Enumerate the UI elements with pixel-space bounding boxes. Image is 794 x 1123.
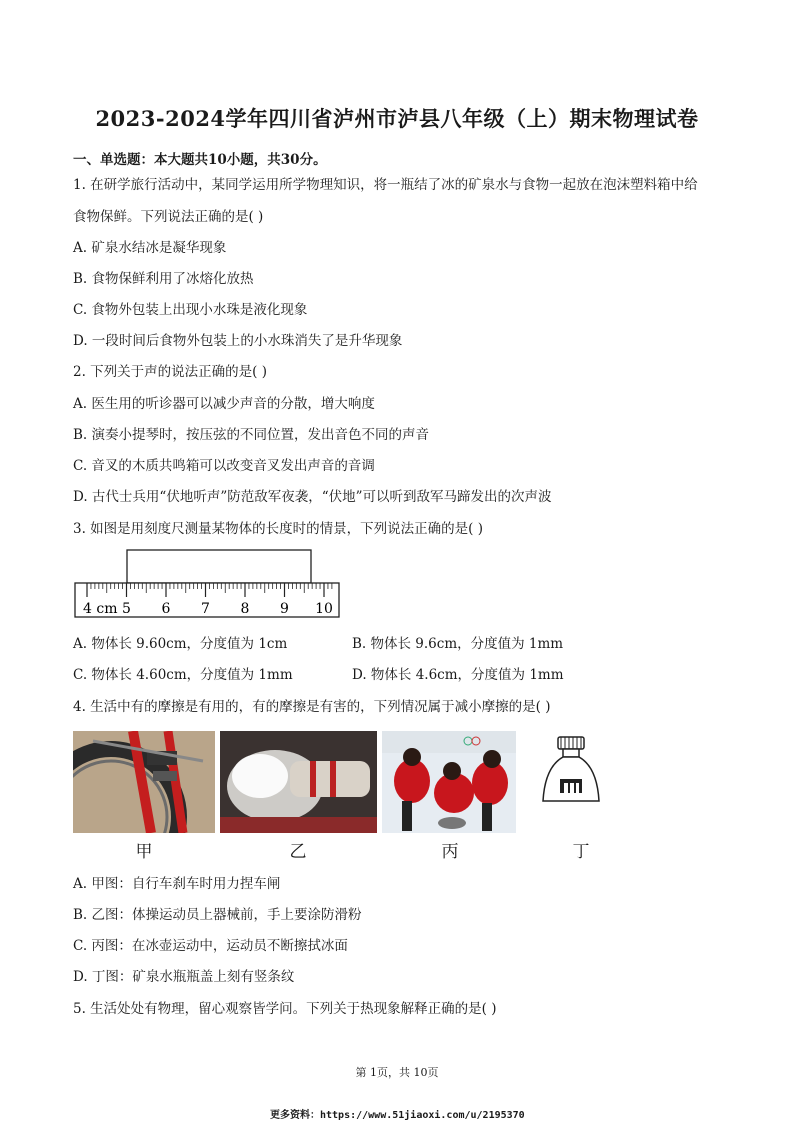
q4-option-d: D. 丁图：矿泉水瓶瓶盖上刻有竖条纹 — [73, 969, 295, 985]
ruler-tick-label: 9 — [280, 601, 289, 617]
ruler-tick-label: 6 — [161, 601, 171, 617]
q4-figures — [73, 731, 613, 861]
q5-stem: 5. 生活处处有物理，留心观察皆学问。下列关于热现象解释正确的是( ) — [73, 1001, 497, 1017]
q3-option-c: C. 物体长 4.60cm，分度值为 1mm — [73, 667, 293, 683]
figure-label-yi: 乙 — [289, 842, 307, 862]
q4-option-b: B. 乙图：体操运动员上器械前，手上要涂防滑粉 — [73, 907, 362, 923]
q1-stem-line1: 1. 在研学旅行活动中，某同学运用所学物理知识，将一瓶结了冰的矿泉水与食物一起放在泡沫塑料箱中给 — [73, 177, 698, 193]
figure-label-ding: 丁 — [572, 842, 590, 862]
q3-option-d: D. 物体长 4.6cm，分度值为 1mm — [352, 667, 564, 683]
q1-option-a: A. 矿泉水结冰是凝华现象 — [73, 240, 227, 256]
q1-option-c: C. 食物外包装上出现小水珠是液化现象 — [73, 302, 308, 318]
ruler-diagram — [73, 547, 343, 621]
q2-option-a: A. 医生用的听诊器可以减少声音的分散，增大响度 — [73, 396, 375, 412]
page-title: 2023-2024学年四川省泸州市泸县八年级（上）期末物理试卷 — [95, 106, 699, 131]
q3-option-b: B. 物体长 9.6cm，分度值为 1mm — [352, 636, 564, 652]
ruler-tick-label: 8 — [240, 601, 250, 617]
bicycle-brake-image — [73, 731, 215, 833]
q1-option-d: D. 一段时间后食物外包装上的小水珠消失了是升华现象 — [73, 333, 403, 349]
q4-option-c: C. 丙图：在冰壶运动中，运动员不断擦拭冰面 — [73, 938, 348, 954]
measured-object — [127, 550, 311, 583]
curling-image — [382, 731, 516, 833]
more-resources-link: 更多资料：https://www.51jiaoxi.com/u/2195370 — [270, 1110, 525, 1121]
figure-label-jia: 甲 — [135, 842, 153, 862]
q4-stem: 4. 生活中有的摩擦是有用的，有的摩擦是有害的，下列情况属于减小摩擦的是( ) — [73, 699, 551, 715]
bottle-cap-image — [539, 731, 603, 833]
q2-stem: 2. 下列关于声的说法正确的是( ) — [73, 364, 267, 380]
q1-option-b: B. 食物保鲜利用了冰熔化放热 — [73, 271, 254, 287]
figure-label-bing: 丙 — [441, 842, 459, 862]
q2-option-c: C. 音叉的木质共鸣箱可以改变音叉发出声音的音调 — [73, 458, 375, 474]
section-heading: 一、单选题：本大题共10小题，共30分。 — [73, 152, 327, 168]
ruler-tick-label: 5 — [122, 601, 131, 617]
q1-stem-line2: 食物保鲜。下列说法正确的是( ) — [73, 209, 264, 225]
ruler-unit-label: 4 cm — [83, 601, 118, 617]
gymnast-chalk-image — [220, 731, 377, 833]
q3-option-a: A. 物体长 9.60cm，分度值为 1cm — [73, 636, 288, 652]
q3-stem: 3. 如图是用刻度尺测量某物体的长度时的情景，下列说法正确的是( ) — [73, 521, 483, 537]
q4-option-a: A. 甲图：自行车刹车时用力捏车闸 — [73, 876, 281, 892]
ruler-tick-label: 7 — [201, 601, 210, 617]
q2-option-d: D. 古代士兵用“伏地听声”防范敌军夜袭，“伏地”可以听到敌军马蹄发出的次声波 — [73, 489, 552, 505]
ruler-tick-label: 10 — [315, 601, 333, 617]
q2-option-b: B. 演奏小提琴时，按压弦的不同位置，发出音色不同的声音 — [73, 427, 430, 443]
page-footer: 第 1页，共 10页 — [355, 1066, 439, 1079]
